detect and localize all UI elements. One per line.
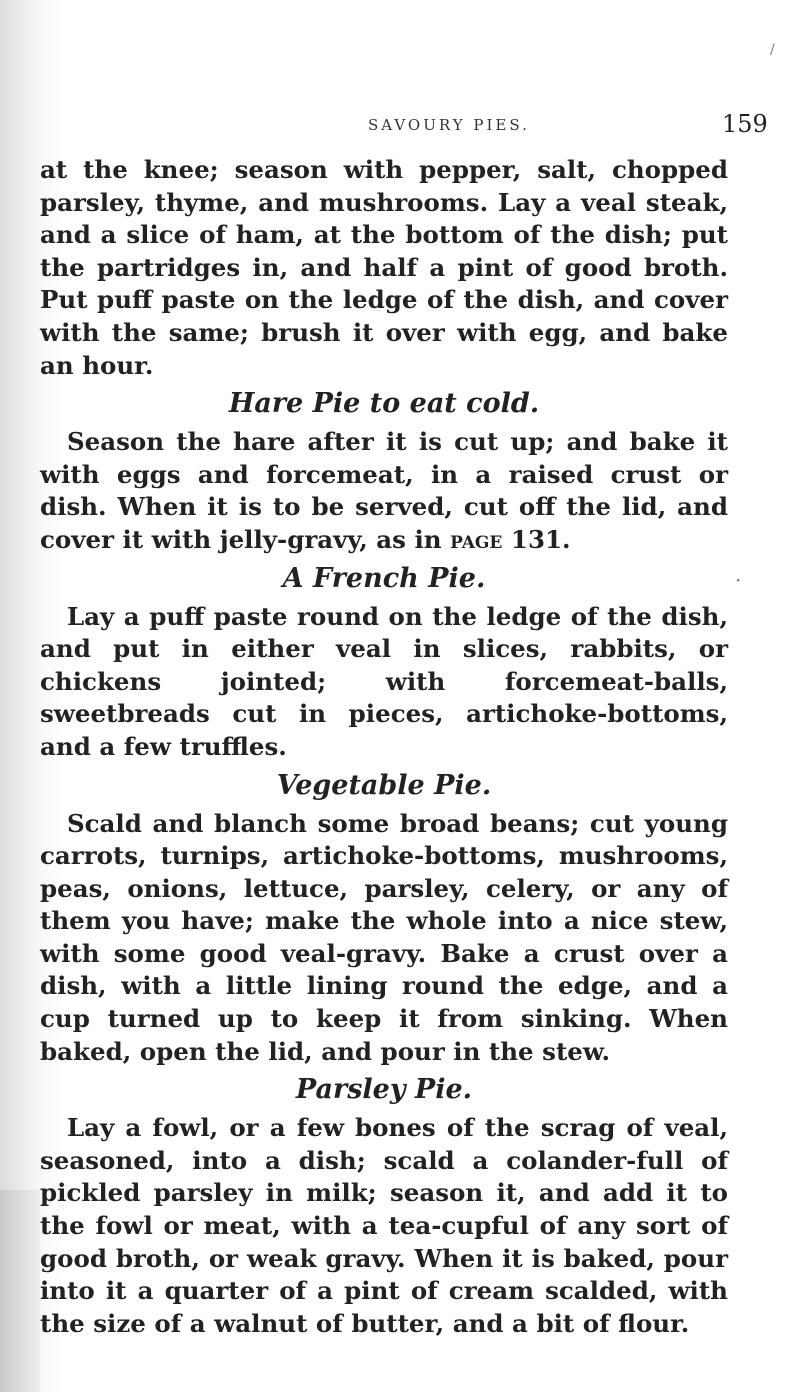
page-text bbox=[40, 154, 728, 1340]
hare-pie-heading: Hare Pie to eat cold. bbox=[228, 388, 540, 420]
vegetable-pie-body: Scald and blanch some broad beans; cut young carrots, turnips, artichoke-bottoms, mushrooms, peas, onions, lettuce, parsley, celery, or any of them you have; make the whole into a nice stew, with some good veal-gravy. Bake a crust over a dish, with a little lining round the edge, and a cup turned up to keep it from sinking. When baked, open the lid, and pour in the stew. bbox=[40, 808, 728, 1066]
running-head bbox=[0, 110, 800, 140]
corner-mark: / bbox=[770, 42, 775, 58]
page-reference-label: page bbox=[450, 524, 503, 554]
page-number: 159 bbox=[722, 110, 768, 138]
vegetable-pie-heading: Vegetable Pie. bbox=[276, 769, 492, 801]
running-title: SAVOURY PIES. bbox=[368, 116, 530, 134]
margin-dot: · bbox=[735, 568, 742, 592]
partridge-pie-continuation: at the knee; season with pepper, salt, chopped parsley, thyme, and mushrooms. Lay a veal steak, and a slice of ham, at the bottom of the dish; put the partridges in, and half a pint of good broth. Put puff paste on the ledge of the dish, and cover with the same; brush it over with egg, and bake an hour. bbox=[40, 155, 728, 380]
page-fold-shadow bbox=[0, 1190, 40, 1392]
hare-pie-body bbox=[40, 426, 728, 556]
french-pie-heading: A French Pie. bbox=[282, 562, 486, 594]
page-reference-number: 131. bbox=[502, 524, 571, 554]
parsley-pie-heading: Parsley Pie. bbox=[295, 1074, 473, 1106]
hare-pie-text: Season the hare after it is cut up; and bake it with eggs and forcemeat, in a raised crust or dish. When it is to be served, cut off the lid, and cover it with jelly-gravy, as in bbox=[40, 427, 728, 554]
french-pie-body: Lay a puff paste round on the ledge of the dish, and put in either veal in slices, rabbits, or chickens jointed; with forcemeat-balls, sweetbreads cut in pieces, artichoke-bottoms, and a few truffles. bbox=[40, 601, 728, 761]
parsley-pie-body: Lay a fowl, or a few bones of the scrag of veal, seasoned, into a dish; scald a colander-full of pickled parsley in milk; season it, and add it to the fowl or meat, with a tea-cupful of any sort of good broth, or weak gravy. When it is baked, pour into it a quarter of a pint of cream scalded, with the size of a walnut of butter, and a bit of flour. bbox=[40, 1113, 728, 1338]
